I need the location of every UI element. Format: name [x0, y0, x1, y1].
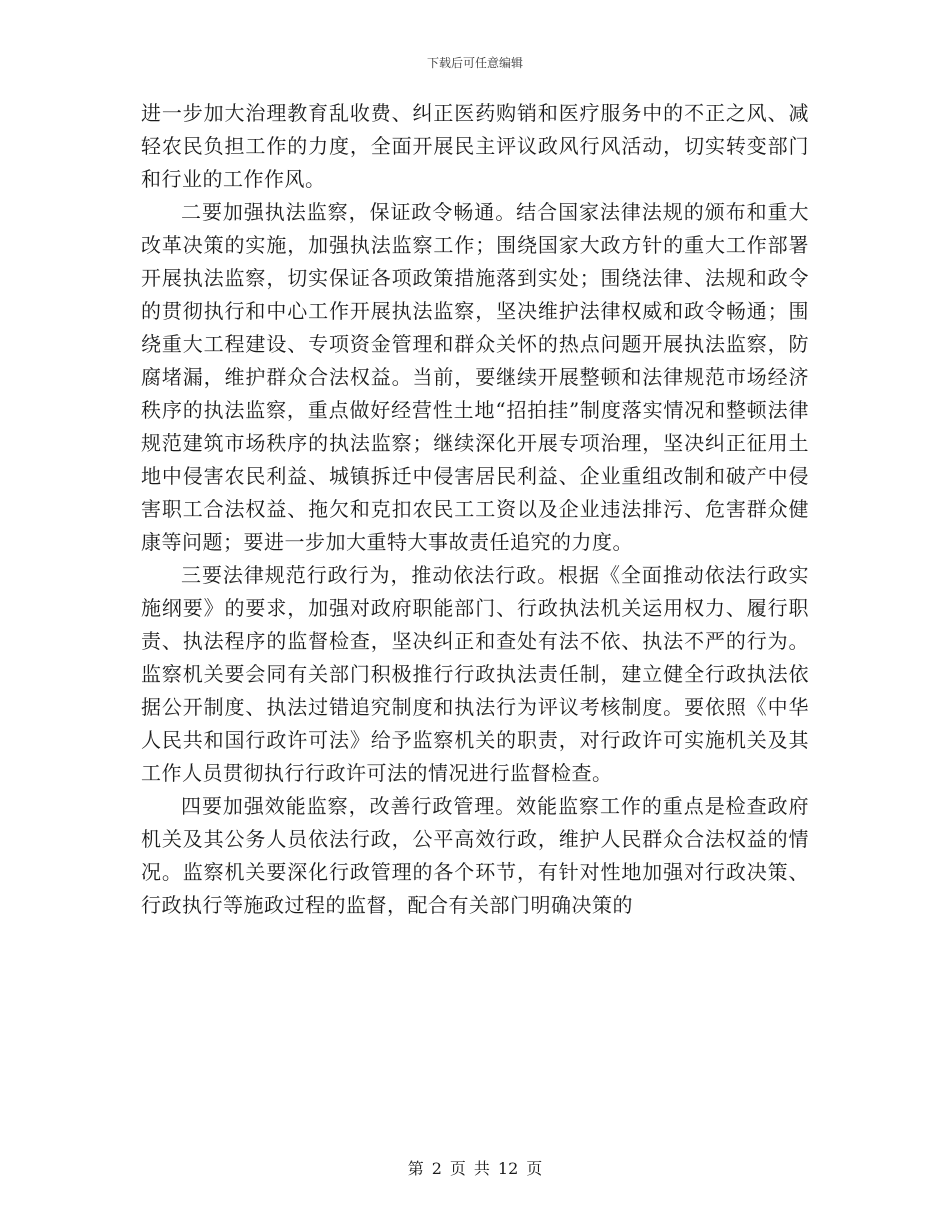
- paragraph-4: 四要加强效能监察，改善行政管理。效能监察工作的重点是检查政府机关及其公务人员依法行政，公平高效行政，维护人民群众合法权益的情况。监察机关要深化行政管理的各个环节，有针对性地加强对行政决策、行政执行等施政过程的监督，配合有关部门明确决策的: [141, 794, 809, 917]
- paragraph-3: 三要法律规范行政行为，推动依法行政。根据《全面推动依法行政实施纲要》的要求，加强对政府职能部门、行政执法机关运用权力、履行职责、执法程序的监督检查，坚决纠正和查处有法不依、执法不严的行为。监察机关要会同有关部门积极推行行政执法责任制，建立健全行政执法依据公开制度、执法过错追究制度和执法行为评议考核制度。要依照《中华人民共和国行政许可法》给予监察机关的职责，对行政许可实施机关及其工作人员贯彻执行行政许可法的情况进行监督检查。: [141, 563, 809, 785]
- total-unit: 页: [526, 1159, 543, 1178]
- paragraph-2: 二要加强执法监察，保证政令畅通。结合国家法律法规的颁布和重大改革决策的实施，加强执法监察工作；围绕国家大政方针的重大工作部署开展执法监察，切实保证各项政策措施落到实处；围绕法律、法规和政令的贯彻执行和中心工作开展执法监察，坚决维护法律权威和政令畅通；围绕重大工程建设、专项资金管理和群众关怀的热点问题开展执法监察，防腐堵漏，维护群众合法权益。当前，要继续开展整顿和法律规范市场经济秩序的执法监察，重点做好经营性土地“招拍挂”制度落实情况和整顿法律规范建筑市场秩序的执法监察；继续深化开展专项治理，坚决纠正征用土地中侵害农民利益、城镇拆迁中侵害居民利益、企业重组改制和破产中侵害职工合法权益、拖欠和克扣农民工工资以及企业违法排污、危害群众健康等问题；要进一步加大重特大事故责任追究的力度。: [141, 200, 809, 554]
- footer-prefix: 第: [407, 1159, 424, 1178]
- page-unit: 页: [449, 1159, 466, 1178]
- current-page-number: 2: [431, 1159, 442, 1178]
- page-footer: [0, 1156, 950, 1179]
- total-prefix: 共: [473, 1159, 490, 1178]
- paragraph-1: 进一步加大治理教育乱收费、纠正医药购销和医疗服务中的不正之风、减轻农民负担工作的力度，全面开展民主评议政风行风活动，切实转变部门和行业的工作作风。: [141, 101, 809, 191]
- total-pages-number: 12: [497, 1159, 519, 1178]
- page-header: 下载后可任意编辑: [426, 56, 523, 70]
- document-body: [141, 97, 809, 922]
